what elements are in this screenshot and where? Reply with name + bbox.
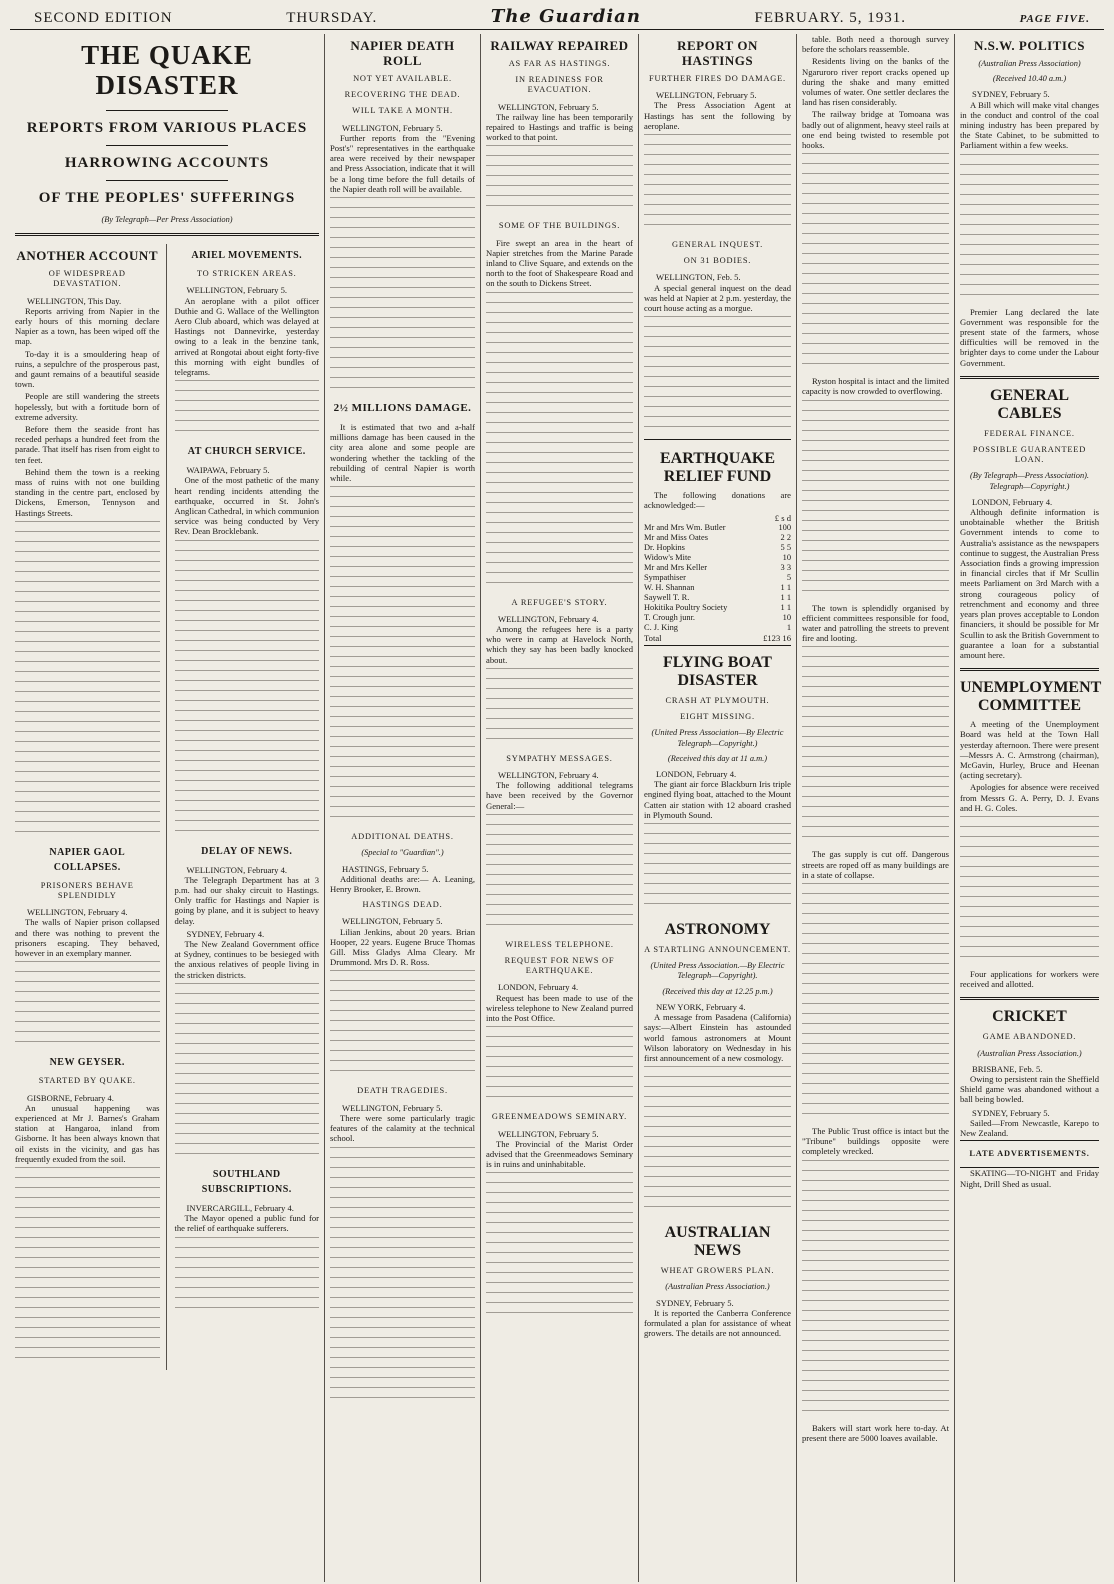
article-body-text-block (175, 540, 320, 840)
subheading: FEDERAL FINANCE. (984, 428, 1075, 438)
dateline: WELLINGTON, February 4. (186, 864, 288, 875)
article-paragraph: Among the refugees here is a party who were in camp at Havelock North, which they say has been badly knocked about. (486, 624, 633, 665)
subheading: AS FAR AS HASTINGS. (508, 59, 611, 68)
donations-total-row (644, 633, 791, 643)
subheadline-harrowing: HARROWING ACCOUNTS (64, 155, 270, 171)
donation-row (644, 603, 791, 613)
donor-name: T. Crough junr. (644, 612, 696, 622)
dateline: INVERCARGILL, February 4. (186, 1202, 294, 1213)
column-nsw-politics (955, 34, 1104, 1582)
double-divider (960, 376, 1099, 379)
donor-name: Saywell T. R. (644, 592, 690, 602)
dateline: LONDON, February 4. (498, 982, 579, 993)
column-quake-disaster (10, 34, 325, 1582)
article-body-text-block (175, 983, 320, 1163)
credit-line: (Australian Press Association.) (665, 1282, 770, 1292)
heading-general-cables: GENERAL CABLES (989, 386, 1070, 422)
subheading: GAME ABANDONED. (982, 1032, 1077, 1042)
dateline: WELLINGTON, February 5. (498, 1128, 599, 1139)
heading-new-geyser: NEW GEYSER. (49, 1057, 125, 1069)
article-body-text-block (486, 145, 633, 215)
article-body-text-block (175, 1237, 320, 1317)
article-body-text-block (802, 646, 949, 846)
heading-death-tragedies: DEATH TRAGEDIES. (357, 1086, 448, 1096)
article-body-text-block (330, 970, 475, 1080)
article-paragraph: A message from Pasadena (California) says:—Albert Einstein has astounded world famous astronomers at Mount Wilson laboratory on Wednesday in his first announcement of a new cosmology. (644, 1012, 791, 1063)
advertisement-text: SKATING—TO-NIGHT and Friday Night, Drill Shed as usual. (960, 1168, 1099, 1189)
article-paragraph: The Provincial of the Marist Order advised that the Greenmeadows Seminary is in ruins and uninhabitable. (486, 1138, 633, 1170)
double-divider (15, 233, 319, 236)
column-report-on-hastings (639, 34, 797, 1582)
article-paragraph: A meeting of the Unemployment Board was held at the Town Hall yesterday afternoon. There were present—Messrs A. C. Armstrong (chairman), McGavin, Hurley, Bruce and Heenan (acting secretary). (960, 719, 1099, 781)
article-paragraph: Request has been made to use of the wireless telephone to New Zealand purred into the Post Office. (486, 992, 633, 1024)
column-napier-death-roll (325, 34, 481, 1582)
article-body-text-block (330, 486, 475, 826)
day-label: THURSDAY. (286, 10, 378, 26)
donor-name: Mr and Mrs Wm. Butler (644, 522, 726, 532)
subheading: WHEAT GROWERS PLAN. (660, 1266, 775, 1276)
dateline: WAIPAWA, February 5. (186, 465, 270, 476)
donations-table (644, 523, 791, 633)
donations-header: £ s d (774, 512, 791, 523)
dateline: WELLINGTON, February 5. (186, 285, 288, 296)
donation-amount: 1 1 (780, 602, 791, 612)
subheading-started-by-quake: STARTED BY QUAKE. (38, 1076, 136, 1086)
article-body-text-block (486, 814, 633, 934)
dateline: BRISBANE, Feb. 5. (972, 1063, 1043, 1074)
dateline: WELLINGTON, February 5. (342, 122, 443, 133)
heading-greenmeadows: GREENMEADOWS SEMINARY. (491, 1112, 628, 1122)
donation-amount: 100 (778, 522, 791, 532)
subheading: A STARTLING ANNOUNCEMENT. (644, 945, 791, 955)
edition-label: SECOND EDITION (34, 10, 173, 26)
article-body-text-block (15, 1167, 160, 1367)
article-paragraph: Ryston hospital is intact and the limited capacity is now crowded to overflowing. (802, 376, 949, 397)
article-paragraph: Behind them the town is a reeking mass of ruins with not one building standing in the centre part, enclosed by Dickens, Emerson, Tennyson and Hastings Streets. (15, 466, 160, 518)
donation-row (644, 543, 791, 553)
late-ads-box (960, 1140, 1099, 1168)
column-continued (797, 34, 955, 1582)
article-body-text-block (802, 883, 949, 1123)
subcolumn-left (15, 244, 167, 1370)
subheading-devastation: OF WIDESPREAD DEVASTATION. (48, 269, 126, 289)
article-body-text-block (960, 816, 1099, 966)
dateline: SYDNEY, February 5. (972, 89, 1050, 100)
donation-amount: 5 5 (780, 542, 791, 552)
double-divider (960, 997, 1099, 1000)
two-column-body (15, 244, 319, 1370)
article-paragraph: table. Both need a thorough survey before the scholars reassemble. (802, 34, 949, 55)
divider (106, 145, 228, 146)
dateline: GISBORNE, February 4. (27, 1092, 114, 1103)
article-paragraph: An unusual happening was experienced at Mr J. Barnes's Graham station at Hangaroa, inland from Gisborne. It has been always known that oil exists in the vicinity, and gas has frequently exuded from the soil. (15, 1102, 160, 1164)
article-body-text-block (15, 521, 160, 841)
article-paragraph: People are still wandering the streets hopelessly, but with a fortitude born of extreme adversity. (15, 391, 160, 422)
subheading: WILL TAKE A MONTH. (352, 106, 453, 116)
article-paragraph: Four applications for workers were received and allotted. (960, 968, 1099, 990)
headline-quake-disaster: THE QUAKE DISASTER (81, 40, 253, 100)
divider (106, 180, 228, 181)
columns (10, 34, 1104, 1582)
donation-row (644, 613, 791, 623)
subheading-prisoners: PRISONERS BEHAVE SPLENDIDLY (40, 880, 134, 901)
article-paragraph: Reports arriving from Napier in the early hours of this morning declare Napier as a town, has been wiped off the map. (15, 305, 160, 347)
heading-hastings-dead: HASTINGS DEAD. (362, 900, 443, 910)
heading-australian-news: AUSTRALIAN NEWS (664, 1224, 771, 1260)
dateline: WELLINGTON, February 5. (498, 101, 599, 112)
heading-buildings: SOME OF THE BUILDINGS. (498, 221, 621, 231)
relief-fund-intro: The following donations are acknowledged:— (644, 490, 791, 511)
article-paragraph: It is reported the Canberra Conference formulated a plan for assistance of wheat growers. The details are not announced. (644, 1307, 791, 1339)
subheading: FURTHER FIRES DO DAMAGE. (649, 74, 786, 83)
dateline: WELLINGTON, February 4. (27, 907, 128, 918)
article-paragraph: Owing to persistent rain the Sheffield Shield game was abandoned without a ball being bowled. (960, 1073, 1099, 1105)
subheading: NOT YET AVAILABLE. (353, 74, 452, 83)
donor-name: C. J. King (644, 622, 678, 632)
dateline: WELLINGTON, This Day. (27, 295, 122, 306)
heading-delay-of-news: DELAY OF NEWS. (201, 845, 293, 857)
received-line: (Received 10.40 a.m.) (992, 74, 1067, 84)
donation-row (644, 533, 791, 543)
article-paragraph: Bakers will start work here to-day. At present there are 5000 loaves available. (802, 1422, 949, 1443)
article-paragraph: The Telegraph Department has at 3 p.m. had our shaky circuit to Hastings. Only traffic for Hastings and Napier is going by plane, and it is subject to heavy delay. (174, 874, 319, 926)
credit-line: (Australian Press Association) (978, 59, 1081, 68)
headline-railway-repaired: RAILWAY REPAIRED (490, 38, 629, 53)
article-paragraph: Sailed—From Newcastle, Karepo to New Zealand. (960, 1117, 1099, 1138)
article-body-text-block (330, 1147, 475, 1407)
article-body-text-block (960, 154, 1099, 304)
masthead (10, 6, 1104, 30)
article-paragraph: Apologies for absence were received from Messrs G. A. Perry, D. J. Evans and H. G. Coles. (960, 782, 1099, 813)
article-body-text-block (175, 380, 320, 440)
credit-line: (United Press Association—By Electric Telegraph—Copyright.) (651, 728, 784, 748)
subheading: POSSIBLE GUARANTEED LOAN. (972, 445, 1087, 465)
article-paragraph: A special general inquest on the dead was held at Napier at 2 p.m. yesterday, the court house acting as a morgue. (644, 282, 791, 314)
donor-name: Mr and Miss Oates (644, 532, 708, 542)
heading-general-inquest: GENERAL INQUEST. (672, 240, 763, 250)
article-paragraph: Residents living on the banks of the Ngaruroro river report cracks opened up during the shake and many emitted volumes of water. One settler declares the land has risen considerably. (802, 56, 949, 108)
donation-row (644, 623, 791, 633)
page-number: PAGE FIVE. (1019, 13, 1090, 25)
article-paragraph: There were some particularly tragic features of the calamity at the technical school. (330, 1112, 475, 1144)
donation-amount: 10 (782, 552, 791, 562)
article-paragraph: Further reports from the "Evening Post's" representatives in the earthquake area were received by their newspaper and Press Association, indicate that it will be a long time before the full details of the Napier death roll will be available. (330, 132, 475, 194)
article-paragraph: The New Zealand Government office at Sydney, continues to be besieged with the anxious relatives of people living in the stricken districts. (174, 939, 319, 980)
headline-report-on-hastings: REPORT ON HASTINGS (677, 38, 758, 68)
article-body-text-block (644, 823, 791, 913)
heading-refugee-story: A REFUGEE'S STORY. (511, 597, 608, 607)
donation-row (644, 593, 791, 603)
dateline: WELLINGTON, February 5. (342, 916, 443, 927)
dateline: WELLINGTON, February 5. (342, 1102, 443, 1113)
donation-amount: 1 (786, 622, 791, 632)
heading-late-ads: LATE ADVERTISEMENTS. (969, 1149, 1090, 1159)
heading-napier-gaol: NAPIER GAOL COLLAPSES. (49, 846, 126, 873)
dateline: HASTINGS, February 5. (342, 863, 429, 874)
donation-amount: 3 3 (780, 562, 791, 572)
heading-relief-fund: EARTHQUAKE RELIEF FUND (659, 450, 775, 486)
donation-amount: 10 (782, 612, 791, 622)
donation-amount: 1 1 (780, 592, 791, 602)
article-paragraph: The Mayor opened a public fund for the relief of earthquake sufferers. (174, 1213, 319, 1234)
article-paragraph: The gas supply is cut off. Dangerous streets are roped off as many buildings are in a state of collapse. (802, 849, 949, 880)
subheadline-sufferings: OF THE PEOPLES' SUFFERINGS (38, 190, 296, 206)
donor-name: Sympathiser (644, 572, 686, 582)
article-paragraph: A Bill which will make vital changes in the conduct and control of the coal mining industry has been prepared by the State Cabinet, to be submitted to Parliament within a few weeks. (960, 99, 1099, 151)
subheading: ON 31 BODIES. (683, 256, 752, 266)
donation-amount: 5 (786, 572, 791, 582)
heading-cricket: CRICKET (992, 1008, 1067, 1026)
article-body-text-block (644, 134, 791, 234)
heading-southland: SOUTHLAND SUBSCRIPTIONS. (201, 1168, 292, 1195)
article-body-text-block (644, 316, 791, 436)
article-paragraph: Although definite information is unobtainable whether the British Government intends to come to Australia's assistance as the newspapers continue to suggest, the Australian Press Association finds a growing impression in financial circles that if Mr Scullin meets Parliament on 3rd March with a strong courageous policy of retrenchment and economy and three years plan proves acceptable to London financiers, it should be possible for Mr Scullin to ask the British Government to guarantee a loan for a substantial amount here. (960, 507, 1099, 660)
dateline: SYDNEY, February 4. (186, 928, 265, 939)
heading-another-account: ANOTHER ACCOUNT (16, 248, 158, 264)
newspaper-name: The Guardian (490, 6, 641, 27)
dateline: WELLINGTON, Feb. 5. (656, 272, 741, 283)
article-body-text-block (802, 1160, 949, 1420)
article-body-text-block (802, 153, 949, 373)
heading-church-service: AT CHURCH SERVICE. (187, 446, 306, 458)
article-body-text-block (486, 1026, 633, 1106)
credit-line: (By Telegraph—Press Association). Telegraph—Copyright.) (969, 471, 1090, 491)
subheading: CRASH AT PLYMOUTH. (665, 696, 770, 706)
received-line: (Received this day at 11 a.m.) (667, 753, 768, 763)
headline-napier-death-roll: NAPIER DEATH ROLL (350, 38, 455, 68)
donation-row (644, 553, 791, 563)
article-paragraph: The walls of Napier prison collapsed and there was nothing to prevent the prisoners escaping. They behaved, however in an exemplary manner. (15, 917, 160, 959)
article-body-text-block (330, 197, 475, 397)
date-label: FEBRUARY. 5, 1931. (754, 10, 907, 26)
article-paragraph: Additional deaths are:— A. Leaning, Henry Brooker, E. Brown. (330, 873, 475, 895)
article-paragraph: The railway bridge at Tomoana was badly out of alignment, heavy steel rails at one end being twisted to resemble pot hooks. (802, 109, 949, 151)
column-railway-repaired (481, 34, 639, 1582)
article-body-text-block (644, 1066, 791, 1216)
donor-name: W. H. Shannan (644, 582, 695, 592)
heading-ariel-movements: ARIEL MOVEMENTS. (191, 250, 303, 262)
heading-wireless-telephone: WIRELESS TELEPHONE. (505, 939, 614, 949)
article-body-text-block (486, 1172, 633, 1322)
dateline: WELLINGTON, February 4. (498, 613, 599, 624)
dateline: WELLINGTON, February 4. (498, 770, 599, 781)
donation-row (644, 523, 791, 533)
divider (106, 110, 228, 111)
article-paragraph: The Public Trust office is intact but the "Tribune" buildings opposite were completely wrecked. (802, 1126, 949, 1157)
donation-amount: 1 1 (780, 582, 791, 592)
headline-nsw-politics: N.S.W. POLITICS (973, 38, 1086, 53)
article-paragraph: Before them the seaside front has receded perhaps a hundred feet from the parade. That itself has risen from eight to ten feet. (15, 424, 160, 465)
dateline: LONDON, February 4. (656, 769, 737, 780)
relief-fund-box (644, 439, 791, 646)
heading-unemployment: UNEMPLOYMENT COMMITTEE (960, 679, 1102, 715)
article-paragraph: The town is splendidly organised by efficient committees responsible for food, water and patrolling the streets to prevent fire and looting. (802, 602, 949, 644)
subheading: IN READINESS FOR EVACUATION. (515, 75, 604, 95)
subcolumn-right (175, 244, 320, 1370)
donor-name: Dr. Hopkins (644, 542, 685, 552)
article-paragraph: It is estimated that two and a-half millions damage has been caused in the city area alone and some people are wondering whether the tackling of the rebuilding of central Napier is worth while. (330, 422, 475, 484)
subheadline-reports: REPORTS FROM VARIOUS PLACES (26, 120, 308, 136)
donations-total-value: £123 16 (763, 632, 791, 643)
article-body-text-block (486, 292, 633, 592)
article-paragraph: The giant air force Blackburn Iris triple engined flying boat, attached to the Mount Catten air station with 12 aboard crashed in Plymouth Sound. (644, 779, 791, 820)
article-body-text-block (802, 400, 949, 600)
heading-astronomy: ASTRONOMY (664, 921, 771, 939)
subheading: RECOVERING THE DEAD. (344, 90, 461, 100)
article-paragraph: Lilian Jenkins, about 20 years. Brian Hooper, 22 years. Eugene Bruce Thomas Gill. Miss Gladys Alma Cleary. Mr Drummond. Mrs D. R. Ross. (330, 926, 475, 968)
article-paragraph: To-day it is a smouldering heap of ruins, a sepulchre of the prosperous past, and gaunt remains of a beautiful seaside town. (15, 348, 160, 390)
donation-amount: 2 2 (780, 532, 791, 542)
dateline: WELLINGTON, February 5. (656, 90, 757, 101)
credit-line: (United Press Association.—By Electric Telegraph—Copyright). (650, 961, 785, 981)
article-paragraph: An aeroplane with a pilot officer Duthie and G. Wallace of the Wellington Aero Club aboard, which was delayed at Hastings not Dannevirke, yesterday owing to a leak in the benzine tank, arrived at Rongotai about eight forty-five this morning with eight bundles of telegrams. (174, 295, 319, 378)
article-body-text-block (15, 961, 160, 1051)
dateline: NEW YORK, February 4. (656, 1001, 746, 1012)
article-paragraph: Fire swept an area in the heart of Napier stretches from the Marine Parade inland to Clive Square, and extends on the north to the foot of Shakespeare Road and on the south to Dickens Street. (486, 237, 633, 289)
donor-name: Hokitika Poultry Society (644, 602, 728, 612)
donation-row (644, 563, 791, 573)
subheading-stricken-areas: TO STRICKEN AREAS. (196, 269, 297, 279)
donation-row (644, 583, 791, 593)
dateline: LONDON, February 4. (972, 496, 1053, 507)
credit-line: (Australian Press Association.) (977, 1048, 1082, 1058)
article-body-text-block (486, 668, 633, 748)
subheading: EIGHT MISSING. (680, 712, 755, 722)
article-paragraph: The following additional telegrams have been received by the Governor General:— (486, 780, 633, 811)
double-divider (960, 668, 1099, 671)
donor-name: Widow's Mite (644, 552, 691, 562)
article-paragraph: The railway line has been temporarily repaired to Hastings and traffic is being worked to that point. (486, 111, 633, 143)
heading-additional-deaths: ADDITIONAL DEATHS. (351, 832, 454, 842)
article-paragraph: One of the most pathetic of the many heart rending incidents attending the earthquake, occurred in St. John's Anglican Cathedral, in which communion service was being conducted by Very Rev. Dean Brocklebank. (174, 475, 319, 537)
donation-row (644, 573, 791, 583)
credit-line: (By Telegraph—Per Press Association) (101, 215, 233, 224)
dateline: SYDNEY, February 5. (972, 1107, 1050, 1118)
received-line: (Received this day at 12.25 p.m.) (662, 986, 773, 996)
article-paragraph: The Press Association Agent at Hastings has sent the following by aeroplane. (644, 100, 791, 131)
article-paragraph: Premier Lang declared the late Government was responsible for the present state of the farmers, whose difficulties will be removed in the brighter days to come under the Labour Government. (960, 306, 1099, 368)
donations-total-label: Total (644, 632, 662, 643)
credit-line: (Special to "Guardian".) (361, 848, 444, 858)
heading-millions-damage: 2½ MILLIONS DAMAGE. (333, 402, 472, 415)
subheading: REQUEST FOR NEWS OF EARTHQUAKE. (504, 956, 615, 976)
heading-flying-boat: FLYING BOAT DISASTER (663, 654, 772, 690)
donor-name: Mr and Mrs Keller (644, 562, 708, 572)
heading-sympathy-messages: SYMPATHY MESSAGES. (506, 753, 613, 763)
dateline: SYDNEY, February 5. (656, 1297, 734, 1308)
